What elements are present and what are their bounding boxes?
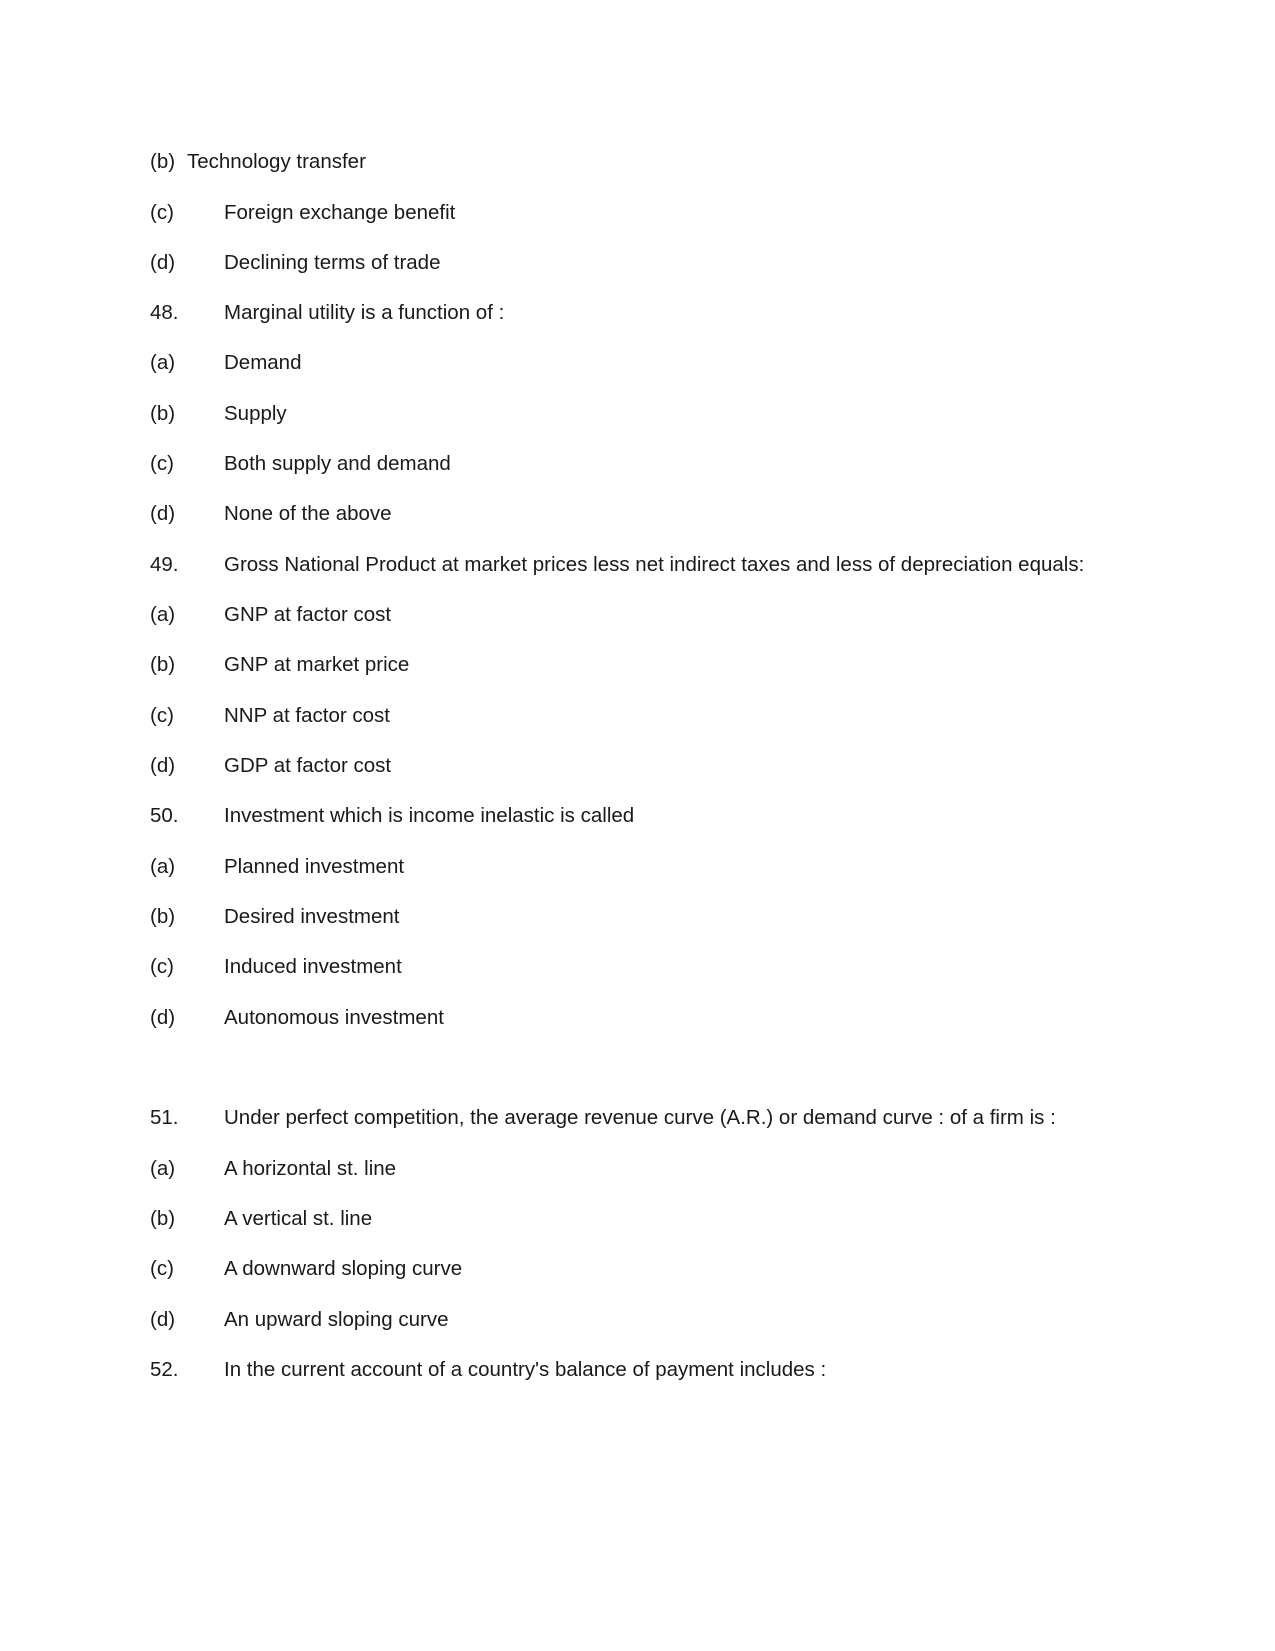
option-line: [150, 1254, 1215, 1284]
option-line: [150, 399, 1215, 429]
option-line: [150, 751, 1215, 781]
option-text: Desired investment: [224, 905, 400, 928]
option-label: (c): [150, 452, 174, 475]
question-number: 48.: [150, 301, 179, 324]
option-line: [150, 449, 1215, 479]
option-label: (d): [150, 1006, 176, 1029]
option-line: [150, 147, 1215, 177]
question-number: 51.: [150, 1106, 179, 1129]
question-line: [150, 1103, 1215, 1133]
question-line: [150, 801, 1215, 831]
option-text: GDP at factor cost: [224, 754, 392, 777]
option-line: [150, 1154, 1215, 1184]
option-line: [150, 348, 1215, 378]
option-label: (a): [150, 855, 176, 878]
option-line: [150, 1305, 1215, 1335]
option-text: Both supply and demand: [224, 452, 451, 475]
option-text: Supply: [224, 402, 287, 425]
option-text: Declining terms of trade: [224, 251, 441, 274]
option-label: (b): [150, 150, 176, 173]
question-line: [150, 550, 1215, 580]
option-label: (b): [150, 653, 176, 676]
option-text: Autonomous investment: [224, 1006, 444, 1029]
option-line: [150, 1003, 1215, 1033]
option-text: Demand: [224, 351, 302, 374]
option-text: A downward sloping curve: [224, 1257, 463, 1280]
option-label: (b): [150, 905, 176, 928]
option-text: A vertical st. line: [224, 1207, 373, 1230]
option-line: [150, 600, 1215, 630]
option-text: NNP at factor cost: [224, 704, 390, 727]
option-label: (d): [150, 1308, 176, 1331]
question-text: Gross National Product at market prices less net indirect taxes and less of depreciation equals:: [224, 553, 1085, 576]
option-line: [150, 852, 1215, 882]
option-label: (d): [150, 502, 176, 525]
option-line: [150, 248, 1215, 278]
option-label: (c): [150, 1257, 174, 1280]
option-line: [150, 701, 1215, 731]
option-label: (b): [150, 1207, 176, 1230]
option-label: (c): [150, 201, 174, 224]
option-text: Foreign exchange benefit: [224, 201, 456, 224]
question-text: Investment which is income inelastic is called: [224, 804, 635, 827]
option-label: (d): [150, 251, 176, 274]
option-label: (d): [150, 754, 176, 777]
option-line: [150, 902, 1215, 932]
option-text: Technology transfer: [187, 150, 366, 173]
option-text: GNP at market price: [224, 653, 410, 676]
option-text: None of the above: [224, 502, 392, 525]
question-number: 52.: [150, 1358, 179, 1381]
question-line: [150, 1355, 1215, 1385]
option-line: [150, 1204, 1215, 1234]
option-line: [150, 650, 1215, 680]
question-text: Under perfect competition, the average revenue curve (A.R.) or demand curve : of a firm is :: [224, 1106, 1056, 1129]
question-text: Marginal utility is a function of :: [224, 301, 505, 324]
question-line: [150, 298, 1215, 328]
option-label: (c): [150, 955, 174, 978]
option-text: GNP at factor cost: [224, 603, 392, 626]
question-number: 49.: [150, 553, 179, 576]
option-label: (a): [150, 603, 176, 626]
question-text: In the current account of a country's balance of payment includes :: [224, 1358, 827, 1381]
option-line: [150, 198, 1215, 228]
option-label: (b): [150, 402, 176, 425]
option-label: (a): [150, 1157, 176, 1180]
option-text: Induced investment: [224, 955, 402, 978]
option-line: [150, 952, 1215, 982]
option-text: A horizontal st. line: [224, 1157, 397, 1180]
option-text: Planned investment: [224, 855, 405, 878]
question-number: 50.: [150, 804, 179, 827]
option-label: (c): [150, 704, 174, 727]
option-label: (a): [150, 351, 176, 374]
option-line: [150, 499, 1215, 529]
option-text: An upward sloping curve: [224, 1308, 449, 1331]
